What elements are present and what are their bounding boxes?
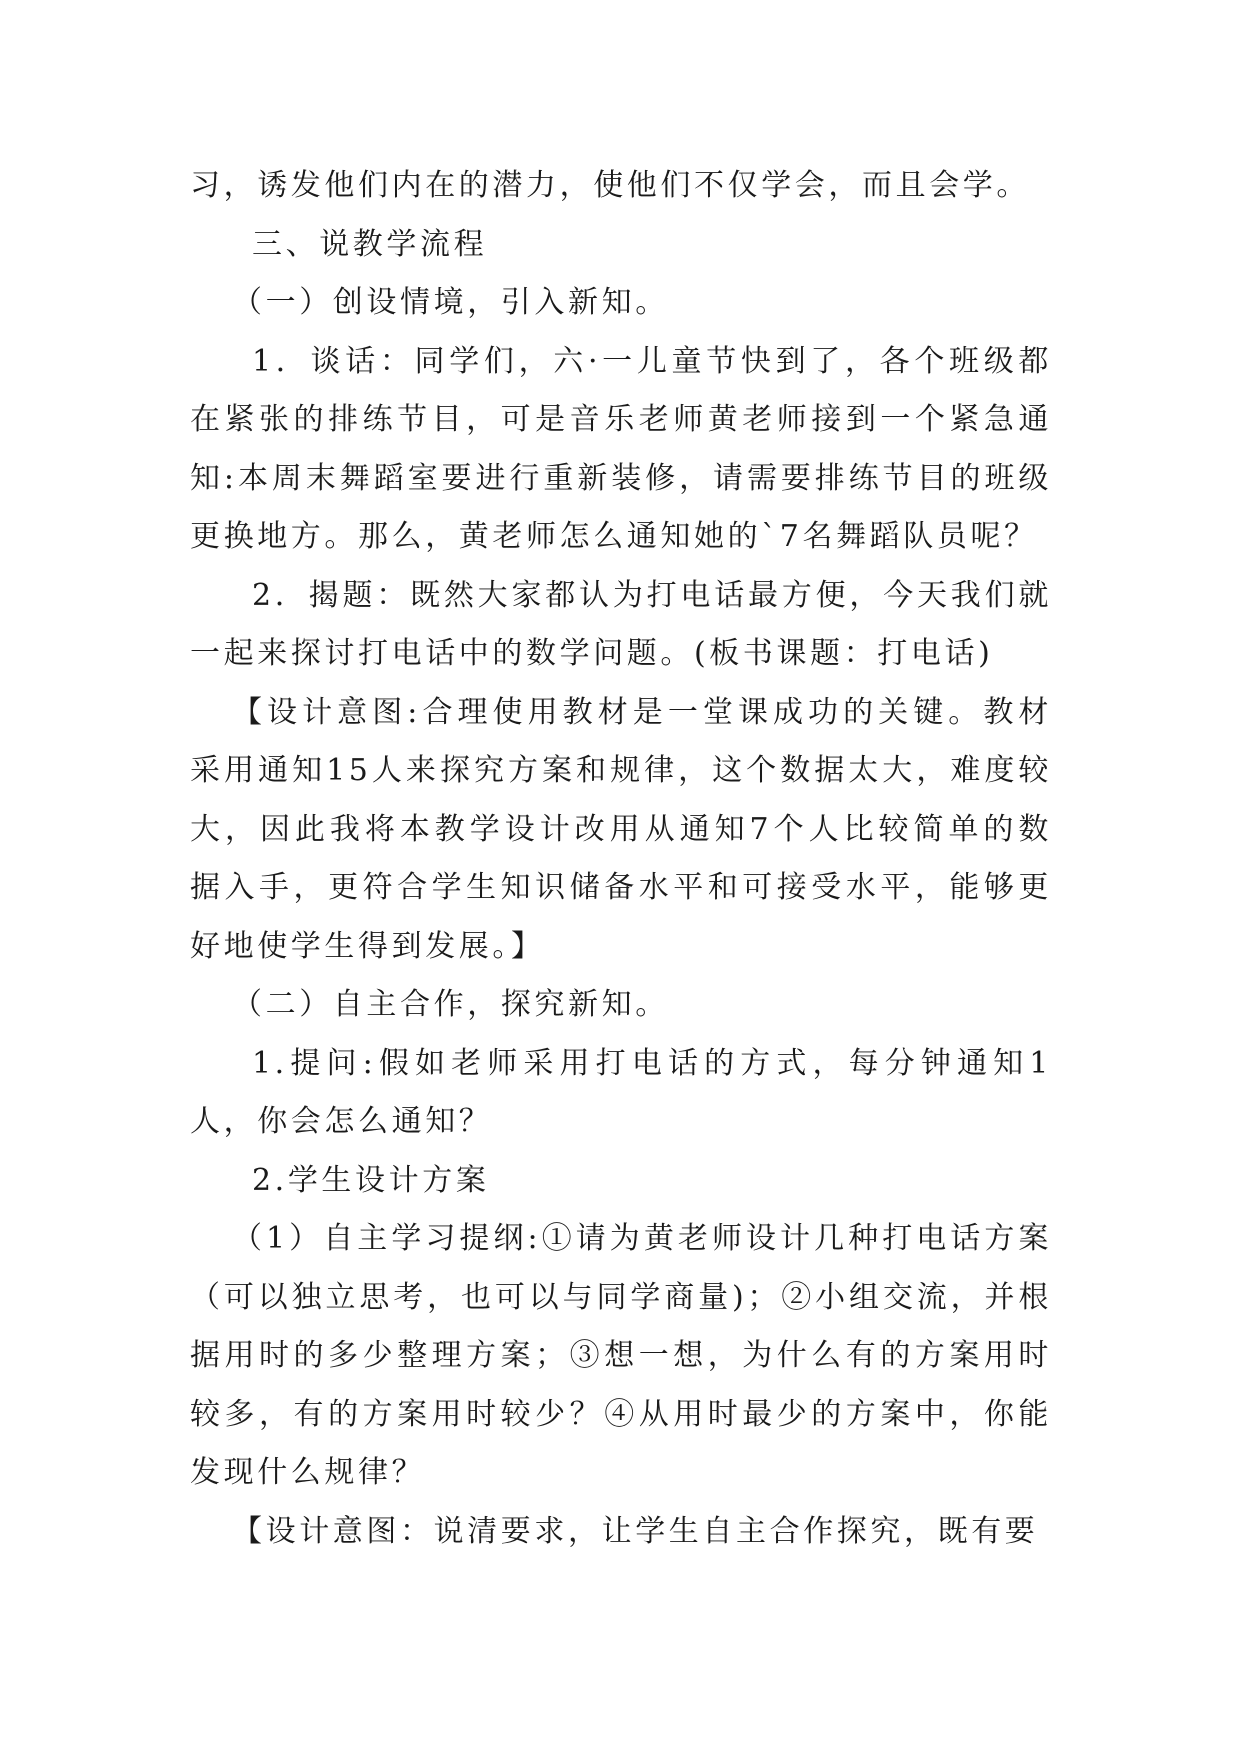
paragraph-study-outline: （1）自主学习提纲:①请为黄老师设计几种打电话方案（可以独立思考，也可以与同学商量)；②小组交流，并根据用时的多少整理方案；③想一想，为什么有的方案用时较多，有的方案用时较少？④从用时最少的方案中，你能发现什么规律？ (190, 1221, 1052, 1490)
paragraph-conversation: 1．谈话：同学们，六·一儿童节快到了，各个班级都在紧张的排练节目，可是音乐老师黄老师接到一个紧急通知:本周末舞蹈室要进行重新装修，请需要排练节目的班级更换地方。那么，黄老师怎么通知她的`7名舞蹈队员呢？ (190, 343, 1052, 554)
paragraph-question: 1.提问:假如老师采用打电话的方式，每分钟通知1人，你会怎么通知？ (190, 1045, 1052, 1139)
document-page (190, 157, 1052, 1561)
paragraph-student-design: 2.学生设计方案 (252, 1162, 490, 1198)
section-heading-teaching-process: 三、说教学流程 (252, 226, 488, 262)
subheading-cooperative-exploration: （二）自主合作，探究新知。 (232, 987, 669, 1022)
paragraph-design-intent-2: 【设计意图：说清要求，让学生自主合作探究，既有要 (232, 1513, 1039, 1549)
paragraph-design-intent-1: 【设计意图:合理使用教材是一堂课成功的关键。教材采用通知15人来探究方案和规律，这个数据太大，难度较大，因此我将本教学设计改用从通知7个人比较简单的数据入手，更符合学生知识储备水平和可接受水平，能够更好地使学生得到发展。】 (190, 694, 1052, 964)
paragraph-intro-continuation: 习，诱发他们内在的潜力，使他们不仅学会，而且会学。 (190, 168, 1030, 203)
subheading-create-scenario: （一）创设情境，引入新知。 (232, 285, 669, 320)
paragraph-reveal-topic: 2．揭题：既然大家都认为打电话最方便，今天我们就一起来探讨打电话中的数学问题。(板书课题：打电话) (190, 577, 1052, 671)
